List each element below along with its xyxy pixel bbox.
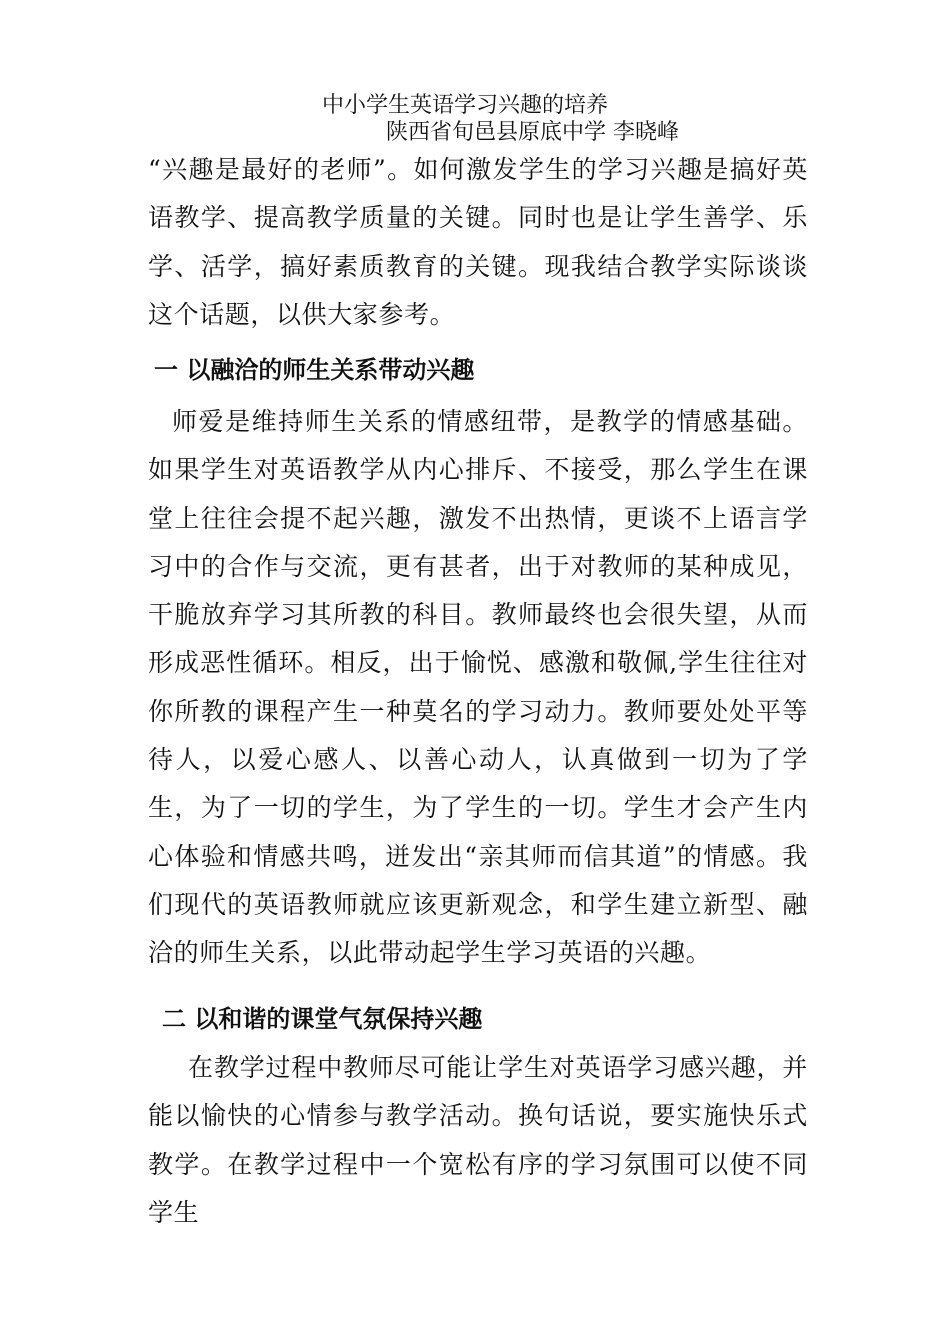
intro-paragraph: “兴趣是最好的老师”。如何激发学生的学习兴趣是搞好英语教学、提高教学质量的关键。同时也是让学生善学、乐学、活学，搞好素质教育的关键。现我结合教学实际谈谈这个话题，以供大家参考。 <box>148 155 808 329</box>
section-heading-2: 二 以和谐的课堂气氛保持兴趣 <box>162 1004 483 1033</box>
section-1-paragraph: 师爱是维持师生关系的情感纽带，是教学的情感基础。如果学生对英语教学从内心排斥、不接受，那么学生在课堂上往往会提不起兴趣，激发不出热情，更谈不上语言学习中的合作与交流，更有甚者，出于对教师的某种成见，干脆放弃学习其所教的科目。教师最终也会很失望，从而形成恶性循环。相反，出于愉悦、感激和敬佩,学生往往对你所教的课程产生一种莫名的学习动力。教师要处处平等待人，以爱心感人、以善心动人，认真做到一切为了学生，为了一切的学生，为了学生的一切。学生才会产生内心体验和情感共鸣，迸发出“亲其师而信其道”的情感。我们现代的英语教师就应该更新观念，和学生建立新型、融洽的师生关系，以此带动起学生学习英语的兴趣。 <box>148 407 808 968</box>
section-2-paragraph: 在教学过程中教师尽可能让学生对英语学习感兴趣，并能以愉快的心情参与教学活动。换句话说，要实施快乐式教学。在教学过程中一个宽松有序的学习氛围可以使不同学生 <box>148 1053 808 1227</box>
document-title: 中小学生英语学习兴趣的培养 <box>322 93 609 118</box>
author-line: 陕西省旬邑县原底中学 李晓峰 <box>386 120 679 145</box>
section-heading-1: 一 以融洽的师生关系带动兴趣 <box>154 355 475 384</box>
